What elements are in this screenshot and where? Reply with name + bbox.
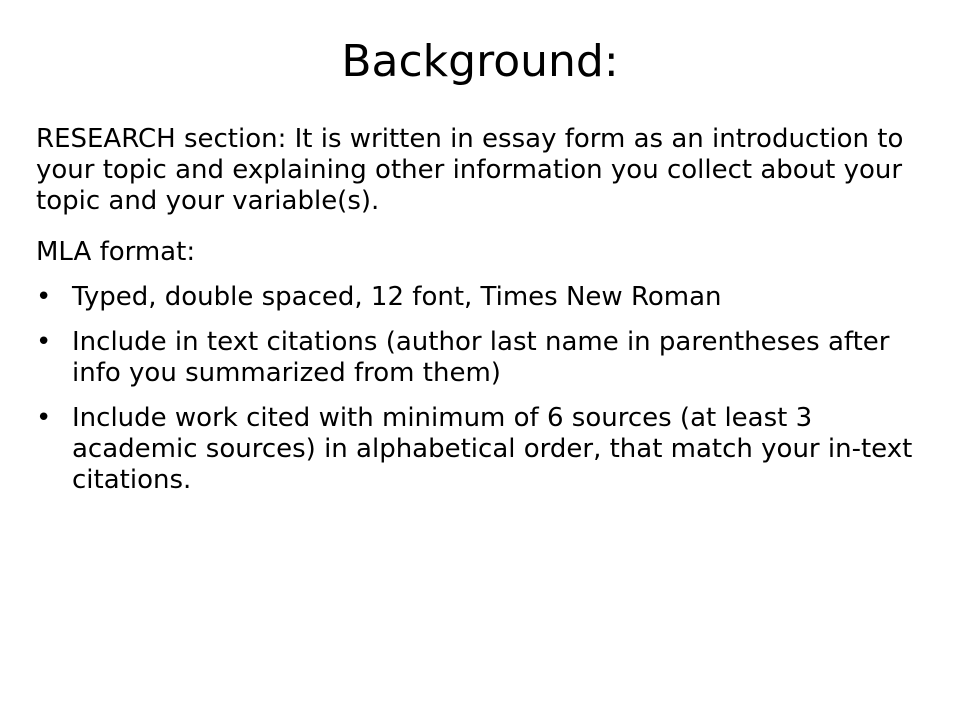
slide-title: Background: — [341, 36, 619, 87]
bullet-icon: • — [36, 282, 52, 312]
bullet-icon: • — [36, 327, 52, 357]
intro-paragraph: RESEARCH section: It is written in essay form as an introduction to your topic and explaining other information you collect about your topic and your variable(s). — [36, 124, 904, 216]
bullet-list — [36, 282, 916, 496]
bullet-text: Typed, double spaced, 12 font, Times New Roman — [72, 282, 722, 312]
bullet-text: Include work cited with minimum of 6 sources (at least 3 academic sources) in alphabetical order, that match your in-text citations. — [72, 403, 913, 495]
mla-format-heading: MLA format: — [36, 237, 196, 267]
bullet-item — [36, 282, 916, 313]
slide-body — [36, 124, 916, 510]
bullet-item — [36, 327, 916, 389]
bullet-text: Include in text citations (author last name in parentheses after info you summarized from them) — [72, 327, 890, 388]
bullet-icon: • — [36, 403, 52, 433]
bullet-item — [36, 403, 916, 496]
